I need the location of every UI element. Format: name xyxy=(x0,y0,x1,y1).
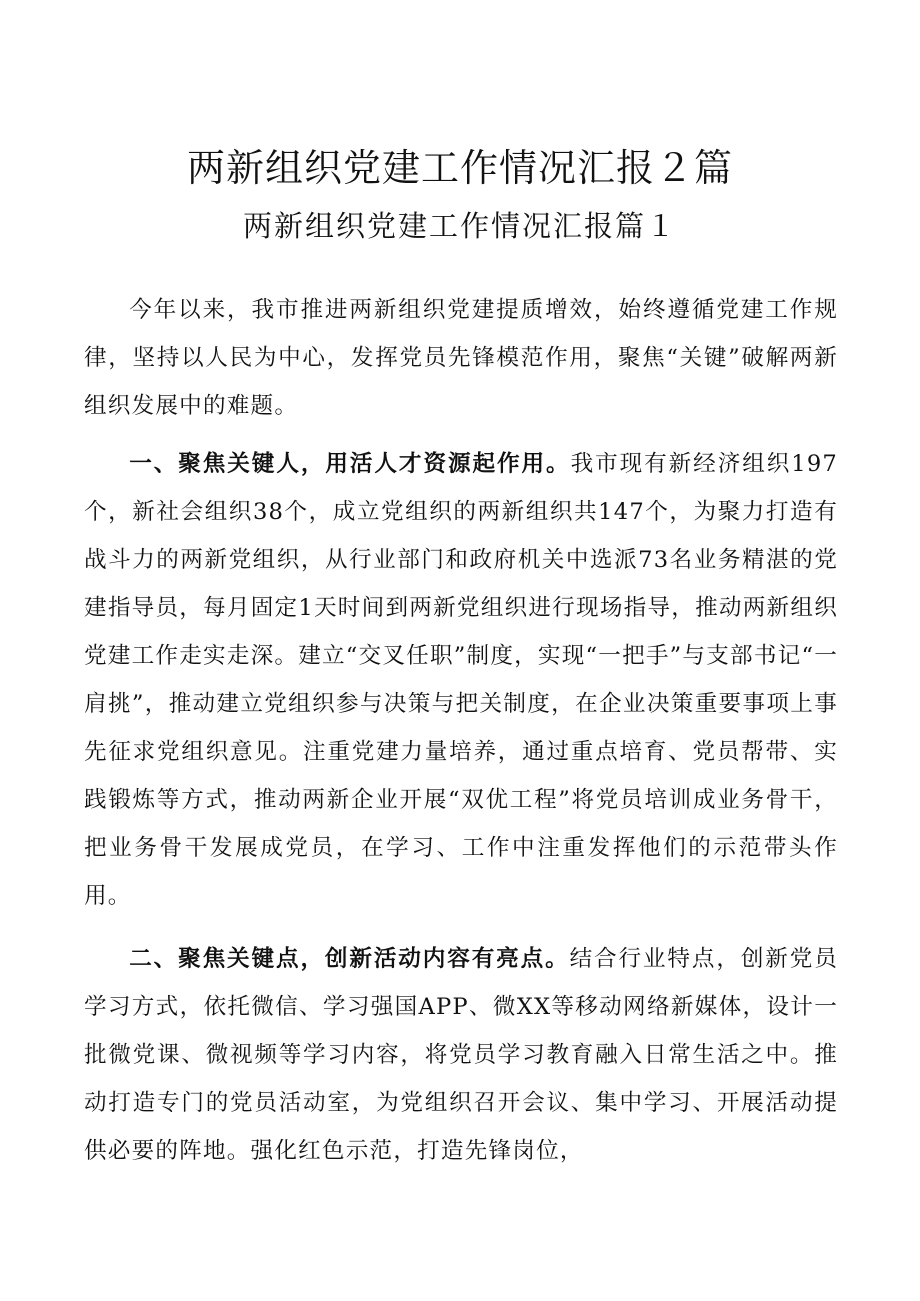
section-title: 两新组织党建工作情况汇报篇１ xyxy=(242,209,677,243)
paragraph-body: 我市现有新经济组织197个，新社会组织38个，成立党组织的两新组织共147个，为聚力打造有战斗力的两新党组织，从行业部门和政府机关中选派73名业务精湛的党建指导员，每月固定1天时间到两新党组织进行现场指导，推动两新组织党建工作走实走深。建立“交叉任职”制度，实现“一把手”与支部书记“一肩挑”，推动建立党组织参与决策与把关制度，在企业决策重要事项上事先征求党组织意见。注重党建力量培养，通过重点培育、党员帮带、实践锻炼等方式，推动两新企业开展“双优工程”将党员培训成业务骨干，把业务骨干发展成党员，在学习、工作中注重发挥他们的示范带头作用。 xyxy=(84,451,838,909)
paragraph-intro xyxy=(84,286,838,430)
paragraph-body: 今年以来，我市推进两新组织党建提质增效，始终遵循党建工作规律，坚持以人民为中心，发挥党员先锋模范作用，聚焦“关键”破解两新组织发展中的难题。 xyxy=(84,297,838,419)
paragraph-key-people xyxy=(84,440,838,920)
paragraph-body: 结合行业特点，创新党员学习方式，依托微信、学习强国APP、微XX等移动网络新媒体，设计一批微党课、微视频等学习内容，将党员学习教育融入日常生活之中。推动打造专门的党员活动室，为党组织召开会议、集中学习、开展活动提供必要的阵地。强化红色示范，打造先锋岗位， xyxy=(84,946,839,1164)
paragraph-heading: 一、聚焦关键人，用活人才资源起作用。 xyxy=(129,451,571,477)
document-title: 两新组织党建工作情况汇报２篇 xyxy=(186,146,733,190)
paragraph-heading: 二、聚焦关键点，创新活动内容有亮点。 xyxy=(129,946,570,972)
paragraph-key-points xyxy=(84,935,838,1175)
